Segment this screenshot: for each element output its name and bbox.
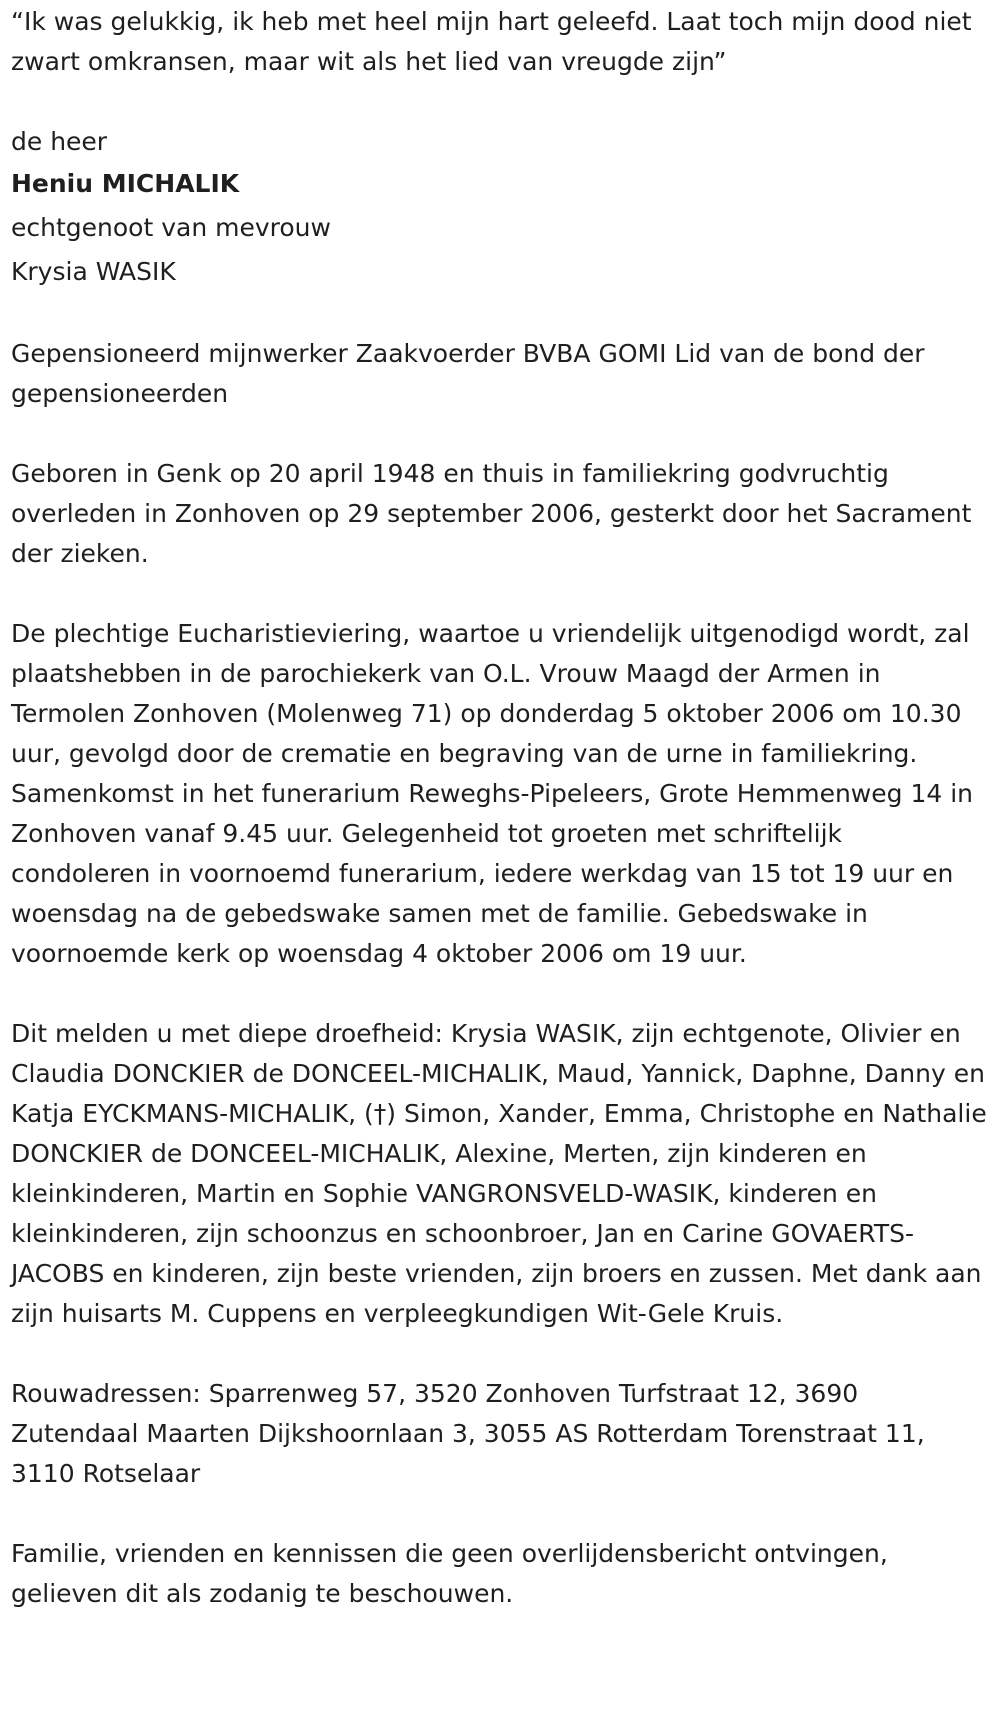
ceremony-text: De plechtige Eucharistieviering, waartoe u vriendelijk uitgenodigd wordt, zal plaatshebben in de parochiekerk van O.L. Vrouw Maagd der Armen in Termolen Zonhoven (Molenweg 71) op donderdag 5 oktober 2006 om 10.30 uur, gevolgd door de crematie en begraving van de urne in familiekring. Samenkomst in het funerarium Reweghs-Pipeleers, Grote Hemmenweg 14 in Zonhoven vanaf 9.45 uur. Gelegenheid tot groeten met schriftelijk condoleren in voornoemd funerarium, iedere werkdag van 15 tot 19 uur en woensdag na de gebedswake samen met de familie. Gebedswake in voornoemde kerk op woensdag 4 oktober 2006 om 19 uur. <box>11 619 973 968</box>
family-announcement: Dit melden u met diepe droefheid: Krysia WASIK, zijn echtgenote, Olivier en Claudia DONCKIER de DONCEEL-MICHALIK, Maud, Yannick, Daphne, Danny en Katja EYCKMANS-MICHALIK, (†) Simon, Xander, Emma, Christophe en Nathalie DONCKIER de DONCEEL-MICHALIK, Alexine, Merten, zijn kinderen en kleinkinderen, Martin en Sophie VANGRONSVELD-WASIK, kinderen en kleinkinderen, zijn schoonzus en schoonbroer, Jan en Carine GOVAERTS-JACOBS en kinderen, zijn beste vrienden, zijn broers en zussen. Met dank aan zijn huisarts M. Cuppens en verpleegkundigen Wit-Gele Kruis. <box>11 1019 987 1328</box>
spouse-name: Krysia WASIK <box>11 257 176 286</box>
birth-death-text: Geboren in Genk op 20 april 1948 en thuis in familiekring godvruchtig overleden in Zonhoven op 29 september 2006, gesterkt door het Sacrament der zieken. <box>11 459 972 568</box>
occupation-text: Gepensioneerd mijnwerker Zaakvoerder BVBA GOMI Lid van de bond der gepensioneerden <box>11 339 925 408</box>
mourning-addresses: Rouwadressen: Sparrenweg 57, 3520 Zonhoven Turfstraat 12, 3690 Zutendaal Maarten Dijkshoornlaan 3, 3055 AS Rotterdam Torenstraat 11, 3110 Rotselaar <box>11 1379 925 1488</box>
deceased-name: Heniu MICHALIK <box>11 169 240 198</box>
spouse-label: echtgenoot van mevrouw <box>11 213 331 242</box>
title-prefix: de heer <box>11 127 108 156</box>
opening-quote: “Ik was gelukkig, ik heb met heel mijn hart geleefd. Laat toch mijn dood niet zwart omkransen, maar wit als het lied van vreugde zijn” <box>11 7 972 76</box>
closing-note: Familie, vrienden en kennissen die geen overlijdensbericht ontvingen, gelieven dit als zodanig te beschouwen. <box>11 1539 888 1608</box>
